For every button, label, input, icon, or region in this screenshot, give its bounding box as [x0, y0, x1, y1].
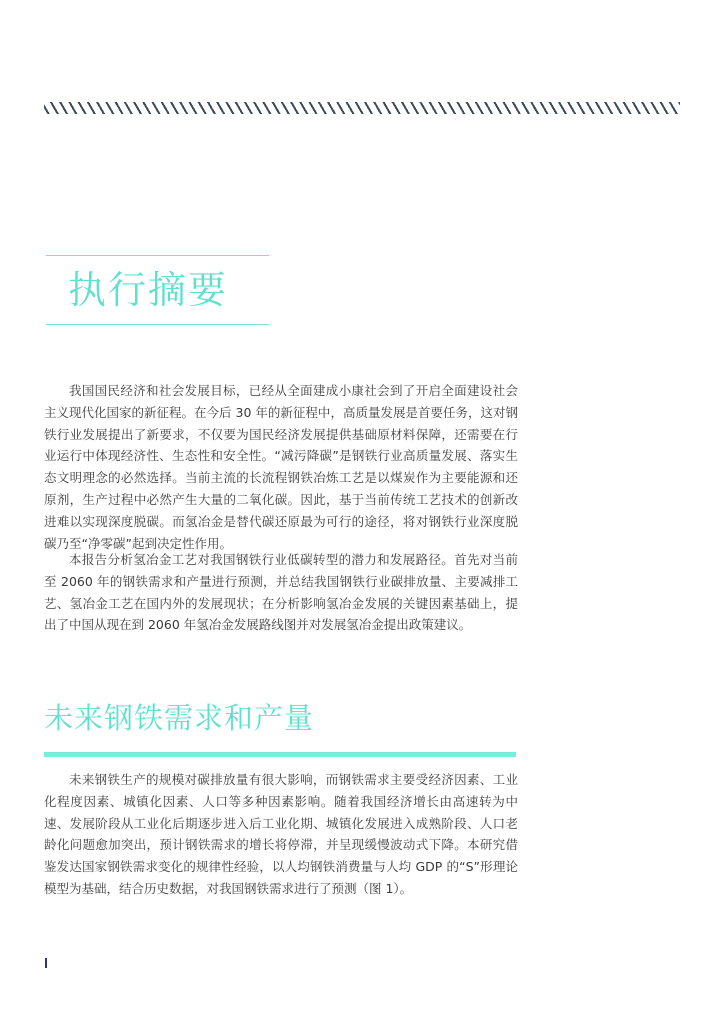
section-paragraph: 未来钢铁生产的规模对碳排放量有很大影响，而钢铁需求主要受经济因素、工业化程度因素、城镇化因素、人口等多种因素影响。随着我国经济增长由高速转为中速、发展阶段从工业化后期逐步进入后工业化期、城镇化发展进入成熟阶段、人口老龄化问题愈加突出，预计钢铁需求的增长将停滞，并呈现缓慢波动式下降。本研究借鉴发达国家钢铁需求变化的规律性经验，以人均钢铁消费量与人均 GDP 的“S”形理论模型为基础，结合历史数据，对我国钢铁需求进行了预测（图 1）。: [44, 772, 518, 896]
summary-paragraph-2: 本报告分析氢冶金工艺对我国钢铁行业低碳转型的潜力和发展路径。首先对当前至 2060 年的钢铁需求和产量进行预测，并总结我国钢铁行业碳排放量、主要减排工艺、氢冶金工艺在国内外的发展现状；在分析影响氢冶金发展的关键因素基础上，提出了中国从现在到 2060 年氢冶金发展路线图并对发展氢冶金提出政策建议。: [44, 552, 518, 633]
section-underline: [44, 752, 516, 757]
title-frame: [46, 255, 269, 325]
page-marker: [45, 958, 47, 968]
summary-paragraph-1: 我国国民经济和社会发展目标，已经从全面建成小康社会到了开启全面建设社会主义现代化国家的新征程。在今后 30 年的新征程中，高质量发展是首要任务，这对钢铁行业发展提出了新要求，不仅要为国民经济发展提供基础原材料保障，还需要在行业运行中体现经济性、生态性和安全性。“减污降碳”是钢铁行业高质量发展、落实生态文明理念的必然选择。当前主流的长流程钢铁冶炼工艺是以煤炭作为主要能源和还原剂，生产过程中必然产生大量的二氧化碳。因此，基于当前传统工艺技术的创新改进难以实现深度脱碳。而氢冶金是替代碳还原最为可行的途径，将对钢铁行业深度脱碳乃至“净零碳”起到决定性作用。: [44, 383, 518, 551]
section-heading: 未来钢铁需求和产量: [44, 701, 315, 735]
decorative-hatch-band: [44, 102, 680, 114]
page-title: 执行摘要: [68, 268, 229, 312]
